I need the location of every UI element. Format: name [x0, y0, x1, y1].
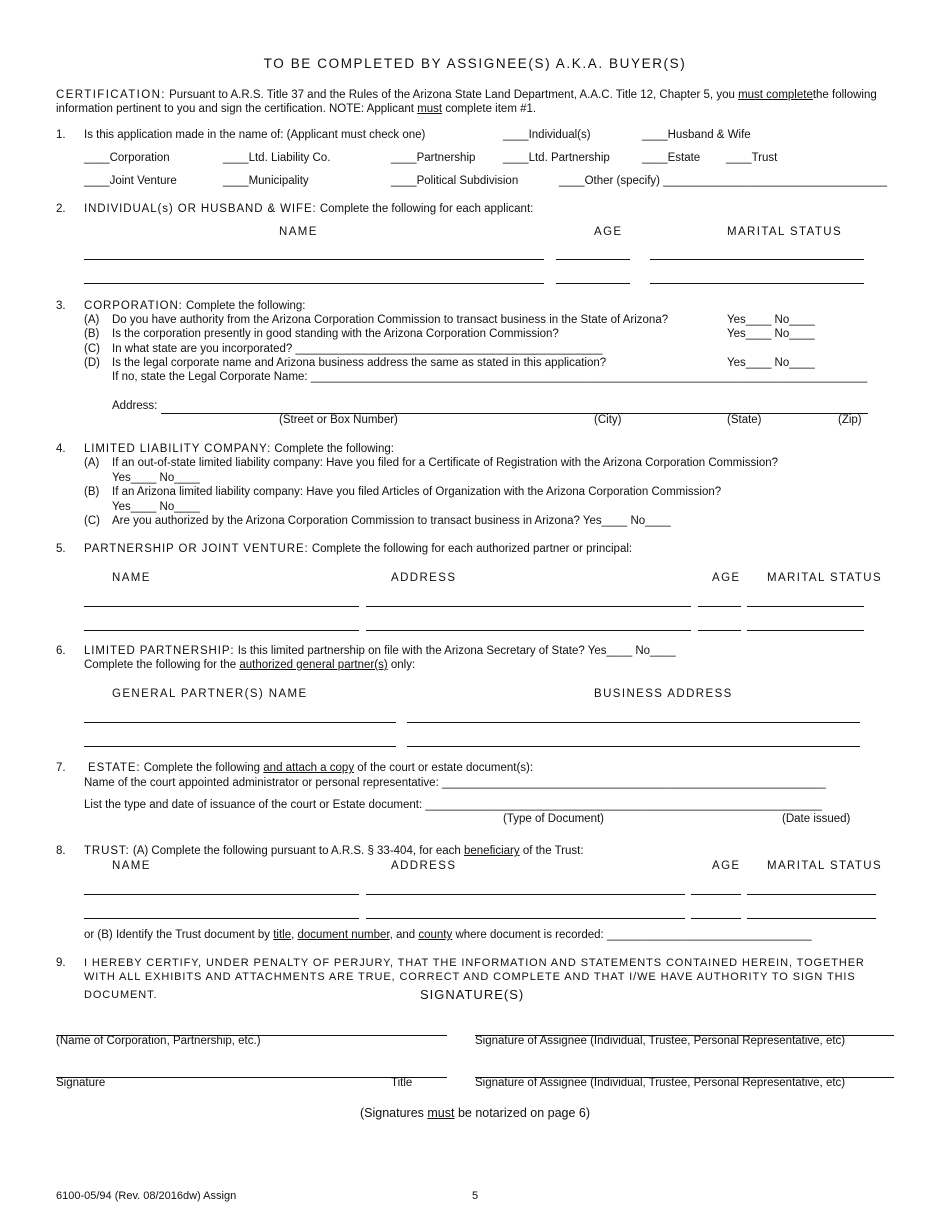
option-political-subdivision[interactable]: ____Political Subdivision — [391, 175, 519, 187]
s5-address-field-1[interactable] — [366, 606, 691, 607]
s5-name-field-1[interactable] — [84, 606, 359, 607]
s7-administrator-field[interactable]: Name of the court appointed administrator or personal representative: ____________________________________________________________ — [84, 777, 826, 789]
option-other[interactable]: ____Other (specify) ___________________________________ — [559, 175, 888, 187]
option-ltd-partnership[interactable]: ____Ltd. Partnership — [503, 152, 610, 164]
section-2-text: Complete the following for each applicant: — [319, 203, 534, 215]
must-text: must — [417, 103, 443, 115]
signature-label: Signature — [56, 1077, 106, 1089]
s8-name-field-1[interactable] — [84, 894, 359, 895]
col-marital-status: MARITAL STATUS — [767, 860, 883, 872]
section-3-text: Complete the following: — [185, 300, 306, 312]
s6-name-field-2[interactable] — [84, 746, 396, 747]
s3-a-label: (A) — [84, 314, 100, 326]
signature-field[interactable] — [56, 1077, 447, 1078]
document-number-text: document number — [297, 929, 390, 941]
s2-name-field-1[interactable] — [84, 259, 544, 260]
section-5-heading-line — [84, 543, 632, 555]
must-complete-text: must complete — [738, 89, 813, 101]
section-6-text-2b: only: — [390, 659, 416, 671]
section-6-text-2a: Complete the following for the — [84, 659, 237, 671]
s8-trust-document-field[interactable] — [84, 929, 812, 941]
section-1-number: 1. — [56, 129, 66, 141]
s4-b-yes-no[interactable]: Yes____ No____ — [112, 501, 200, 513]
certification-text-end: the following — [812, 89, 877, 101]
title-text: title — [273, 929, 292, 941]
s3-b-label: (B) — [84, 328, 100, 340]
col-name: NAME — [112, 860, 151, 872]
s4-b-question: If an Arizona limited liability company: Have you filed Articles of Organization with the Arizona Corporation Commission? — [112, 486, 722, 498]
s5-age-field-2[interactable] — [698, 630, 741, 631]
section-8-text-a: (A) Complete the following pursuant to A.R.S. § 33-404, for each — [132, 845, 461, 857]
s3-c-question[interactable]: In what state are you incorporated? ________________________________________________ — [112, 343, 603, 355]
s3-d-label: (D) — [84, 357, 100, 369]
col-name: NAME — [112, 572, 151, 584]
section-9-number: 9. — [56, 957, 66, 969]
assignee-signature-label-1: Signature of Assignee (Individual, Trustee, Personal Representative, etc) — [475, 1035, 846, 1047]
section-8-number: 8. — [56, 845, 66, 857]
form-id: 6100-05/94 (Rev. 08/2016dw) Assign — [56, 1190, 237, 1202]
s3-address-label: Address: — [112, 400, 158, 412]
col-address: ADDRESS — [391, 572, 457, 584]
col-general-partner-name: GENERAL PARTNER(S) NAME — [112, 688, 308, 700]
authorized-general-partners-text: authorized general partner(s) — [239, 659, 388, 671]
s5-marital-field-2[interactable] — [747, 630, 864, 631]
col-name: NAME — [279, 226, 318, 238]
city-label: (City) — [594, 414, 622, 426]
section-1-question: Is this application made in the name of: (Applicant must check one) — [84, 129, 426, 141]
certify-line-2: WITH ALL EXHIBITS AND ATTACHMENTS ARE TRUE, CORRECT AND COMPLETE AND THAT I/WE HAVE AUTHORITY TO SIGN THIS — [84, 971, 856, 983]
section-6-text[interactable]: Is this limited partnership on file with the Arizona Secretary of State? Yes____ No____ — [237, 645, 676, 657]
s2-name-field-2[interactable] — [84, 283, 544, 284]
s4-c-label: (C) — [84, 515, 100, 527]
section-3-number: 3. — [56, 300, 66, 312]
s3-d-question: Is the legal corporate name and Arizona business address the same as stated in this application? — [112, 357, 607, 369]
s8-age-field-2[interactable] — [691, 918, 741, 919]
option-ltd-liability[interactable]: ____Ltd. Liability Co. — [223, 152, 331, 164]
zip-label: (Zip) — [838, 414, 862, 426]
section-3-heading: CORPORATION: — [84, 300, 183, 312]
section-6-heading-line — [84, 645, 676, 657]
certification-line-1 — [56, 89, 877, 101]
s8-marital-field-2[interactable] — [747, 918, 876, 919]
s8-marital-field-1[interactable] — [747, 894, 876, 895]
page-title: TO BE COMPLETED BY ASSIGNEE(S) A.K.A. BUYER(S) — [263, 56, 687, 71]
s7-document-field[interactable]: List the type and date of issuance of the court or Estate document: ______________________________________________________________ — [84, 799, 822, 811]
s2-age-field-1[interactable] — [556, 259, 630, 260]
certification-note-end: complete item #1. — [445, 103, 537, 115]
s8-age-field-1[interactable] — [691, 894, 741, 895]
s5-name-field-2[interactable] — [84, 630, 359, 631]
section-6-heading: LIMITED PARTNERSHIP: — [84, 645, 235, 657]
signatures-heading: SIGNATURE(S) — [420, 987, 525, 1002]
section-5-heading: PARTNERSHIP OR JOINT VENTURE: — [84, 543, 309, 555]
section-7-heading-line — [88, 762, 533, 774]
state-label: (State) — [727, 414, 762, 426]
section-8-text-b: of the Trust: — [522, 845, 584, 857]
option-partnership[interactable]: ____Partnership — [391, 152, 476, 164]
s8-address-field-1[interactable] — [366, 894, 685, 895]
s8-b-text: or (B) Identify the Trust document by — [84, 929, 270, 941]
assignee-signature-label-2: Signature of Assignee (Individual, Trustee, Personal Representative, etc) — [475, 1077, 846, 1089]
section-4-heading-line — [84, 443, 394, 455]
and-text: , and — [389, 929, 416, 941]
s2-age-field-2[interactable] — [556, 283, 630, 284]
option-trust[interactable]: ____Trust — [726, 152, 778, 164]
s2-marital-field-2[interactable] — [650, 283, 864, 284]
col-age: AGE — [712, 572, 741, 584]
notary-note — [0, 1106, 950, 1120]
certification-label: CERTIFICATION: — [56, 89, 166, 101]
section-5-text: Complete the following for each authorized partner or principal: — [311, 543, 633, 555]
option-estate[interactable]: ____Estate — [642, 152, 701, 164]
s8-address-field-2[interactable] — [366, 918, 685, 919]
col-age: AGE — [712, 860, 741, 872]
date-issued-label: (Date issued) — [782, 813, 851, 825]
name-of-corporation-label: (Name of Corporation, Partnership, etc.) — [56, 1035, 261, 1047]
certification-text: Pursuant to A.R.S. Title 37 and the Rules of the Arizona State Land Department, A.A.C. Title 12, Chapter 5, you — [169, 89, 735, 101]
s2-marital-field-1[interactable] — [650, 259, 864, 260]
type-of-document-label: (Type of Document) — [503, 813, 604, 825]
s5-age-field-1[interactable] — [698, 606, 741, 607]
certification-line-2 — [56, 103, 536, 115]
s5-marital-field-1[interactable] — [747, 606, 864, 607]
section-8-heading: TRUST: — [84, 845, 130, 857]
col-marital-status: MARITAL STATUS — [767, 572, 883, 584]
s4-b-label: (B) — [84, 486, 100, 498]
s8-name-field-2[interactable] — [84, 918, 359, 919]
section-2-heading: INDIVIDUAL(s) OR HUSBAND & WIFE: — [84, 203, 317, 215]
section-4-heading: LIMITED LIABILITY COMPANY: — [84, 443, 272, 455]
s4-a-question: If an out-of-state limited liability company: Have you filed for a Certificate of Registration with the Arizona Corporation Commission? — [112, 457, 779, 469]
section-6-number: 6. — [56, 645, 66, 657]
s3-c-label: (C) — [84, 343, 100, 355]
county-text: county — [418, 929, 453, 941]
section-8-heading-line — [84, 845, 584, 857]
section-7-text-a: Complete the following — [143, 762, 261, 774]
notary-must-text: must — [427, 1106, 455, 1120]
section-6-line-2 — [84, 659, 415, 671]
section-7-number: 7. — [56, 762, 66, 774]
section-5-number: 5. — [56, 543, 66, 555]
section-3-heading-line — [84, 300, 306, 312]
street-label: (Street or Box Number) — [279, 414, 398, 426]
s6-name-field-1[interactable] — [84, 722, 396, 723]
notary-text-a: (Signatures — [359, 1106, 424, 1120]
s6-address-field-2[interactable] — [407, 746, 860, 747]
s5-address-field-2[interactable] — [366, 630, 691, 631]
s6-address-field-1[interactable] — [407, 722, 860, 723]
s3-b-question: Is the corporation presently in good standing with the Arizona Corporation Commission? — [112, 328, 559, 340]
beneficiary-text: beneficiary — [464, 845, 520, 857]
s3-legal-name-field[interactable]: If no, state the Legal Corporate Name: _______________________________________________________________________________________ — [112, 371, 868, 383]
section-7-text-b: of the court or estate document(s): — [357, 762, 534, 774]
attach-copy-text: and attach a copy — [263, 762, 355, 774]
title-label: Title — [391, 1077, 413, 1089]
s3-d-yes-no[interactable]: Yes____ No____ — [727, 357, 815, 369]
certification-note: information pertinent to you and sign the certification. NOTE: Applicant — [56, 103, 414, 115]
col-marital-status: MARITAL STATUS — [727, 226, 843, 238]
col-age: AGE — [594, 226, 623, 238]
s4-a-yes-no[interactable]: Yes____ No____ — [112, 472, 200, 484]
section-4-number: 4. — [56, 443, 66, 455]
section-2-number: 2. — [56, 203, 66, 215]
s3-a-yes-no[interactable]: Yes____ No____ — [727, 314, 815, 326]
page-number: 5 — [472, 1190, 479, 1202]
s4-c-question[interactable]: Are you authorized by the Arizona Corporation Commission to transact business in Arizona? Yes____ No____ — [112, 515, 671, 527]
certify-line-3: DOCUMENT. — [84, 989, 158, 1001]
section-2-heading-line — [84, 203, 533, 215]
certify-line-1: I HEREBY CERTIFY, UNDER PENALTY OF PERJURY, THAT THE INFORMATION AND STATEMENTS CONTAINED HEREIN, TOGETHER — [84, 957, 865, 969]
s3-b-yes-no[interactable]: Yes____ No____ — [727, 328, 815, 340]
option-joint-venture[interactable]: ____Joint Venture — [84, 175, 177, 187]
comma-text: , — [291, 929, 295, 941]
s8-b-end-text: where document is recorded: ________________________________ — [455, 929, 812, 941]
s3-a-question: Do you have authority from the Arizona Corporation Commission to transact business in the State of Arizona? — [112, 314, 669, 326]
col-business-address: BUSINESS ADDRESS — [594, 688, 733, 700]
option-municipality[interactable]: ____Municipality — [223, 175, 309, 187]
notary-text-b: be notarized on page 6) — [457, 1106, 591, 1120]
option-corporation[interactable]: ____Corporation — [84, 152, 170, 164]
option-husband-wife[interactable]: ____Husband & Wife — [642, 129, 751, 141]
s4-a-label: (A) — [84, 457, 100, 469]
option-individual[interactable]: ____Individual(s) — [503, 129, 591, 141]
section-4-text: Complete the following: — [274, 443, 394, 455]
section-7-heading: ESTATE: — [88, 762, 141, 774]
col-address: ADDRESS — [391, 860, 457, 872]
